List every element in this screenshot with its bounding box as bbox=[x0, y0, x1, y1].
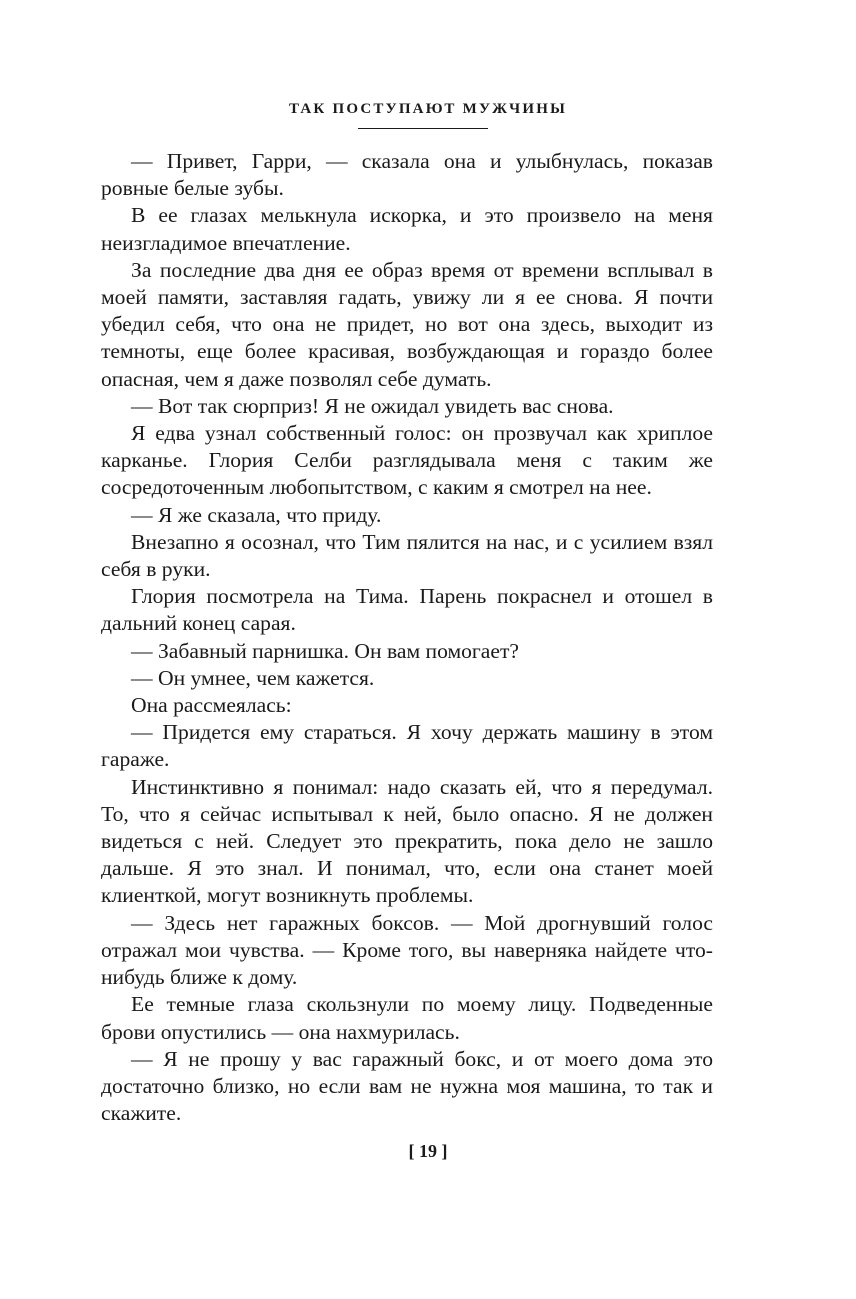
paragraph: — Привет, Гарри, — сказала она и улыбнулась, показав ровные белые зубы. bbox=[101, 149, 713, 201]
body-text bbox=[101, 148, 713, 1127]
paragraph: Внезапно я осознал, что Тим пялится на нас, и с усилием взял себя в руки. bbox=[101, 529, 713, 582]
paragraph: — Вот так сюрприз! Я не ожидал увидеть вас снова. bbox=[131, 393, 614, 418]
running-head: ТАК ПОСТУПАЮТ МУЖЧИНЫ bbox=[288, 101, 568, 117]
paragraph: — Придется ему стараться. Я хочу держать машину в этом гараже. bbox=[101, 720, 713, 772]
paragraph: — Здесь нет гаражных боксов. — Мой дрогнувший голос отражал мои чувства. — Кроме того, вы наверняка найдете что-нибудь ближе к дому. bbox=[101, 910, 713, 990]
paragraph: — Я же сказала, что приду. bbox=[131, 502, 382, 527]
paragraph: В ее глазах мелькнула искорка, и это произвело на меня неизгладимое впечатление. bbox=[101, 203, 713, 255]
paragraph: Она рассмеялась: bbox=[131, 693, 292, 718]
running-head-rule bbox=[358, 128, 488, 129]
paragraph: — Забавный парнишка. Он вам помогает? bbox=[131, 638, 519, 663]
paragraph: Ее темные глаза скользнули по моему лицу. Подведенные брови опустились — она нахмурилась. bbox=[101, 992, 713, 1044]
paragraph: — Я не прошу у вас гаражный бокс, и от моего дома это достаточно близко, но если вам не нужна моя машина, то так и скажите. bbox=[101, 1046, 713, 1126]
paragraph: — Он умнее, чем кажется. bbox=[131, 665, 375, 690]
paragraph: Я едва узнал собственный голос: он прозвучал как хриплое карканье. Глория Селби разглядывала меня с таким же сосредоточенным любопытством, с каким я смотрел на нее. bbox=[101, 421, 713, 500]
paragraph: За последние два дня ее образ время от времени всплывал в моей памяти, заставляя гадать, увижу ли я ее снова. Я почти убедил себя, что она не придет, но вот она здесь, выходит из темноты, еще более красивая, возбуждающая и гораздо более опасная, чем я даже позволял себе думать. bbox=[101, 257, 713, 391]
page-number: [ 19 ] bbox=[408, 1141, 448, 1161]
paragraph: Инстинктивно я понимал: надо сказать ей, что я передумал. То, что я сейчас испытывал к ней, было опасно. Я не должен видеться с ней. Следует это прекратить, пока дело не зашло дальше. Я это знал. И понимал, что, если она станет моей клиенткой, могут возникнуть проблемы. bbox=[101, 774, 713, 908]
paragraph: Глория посмотрела на Тима. Парень покраснел и отошел в дальний конец сарая. bbox=[101, 584, 713, 636]
